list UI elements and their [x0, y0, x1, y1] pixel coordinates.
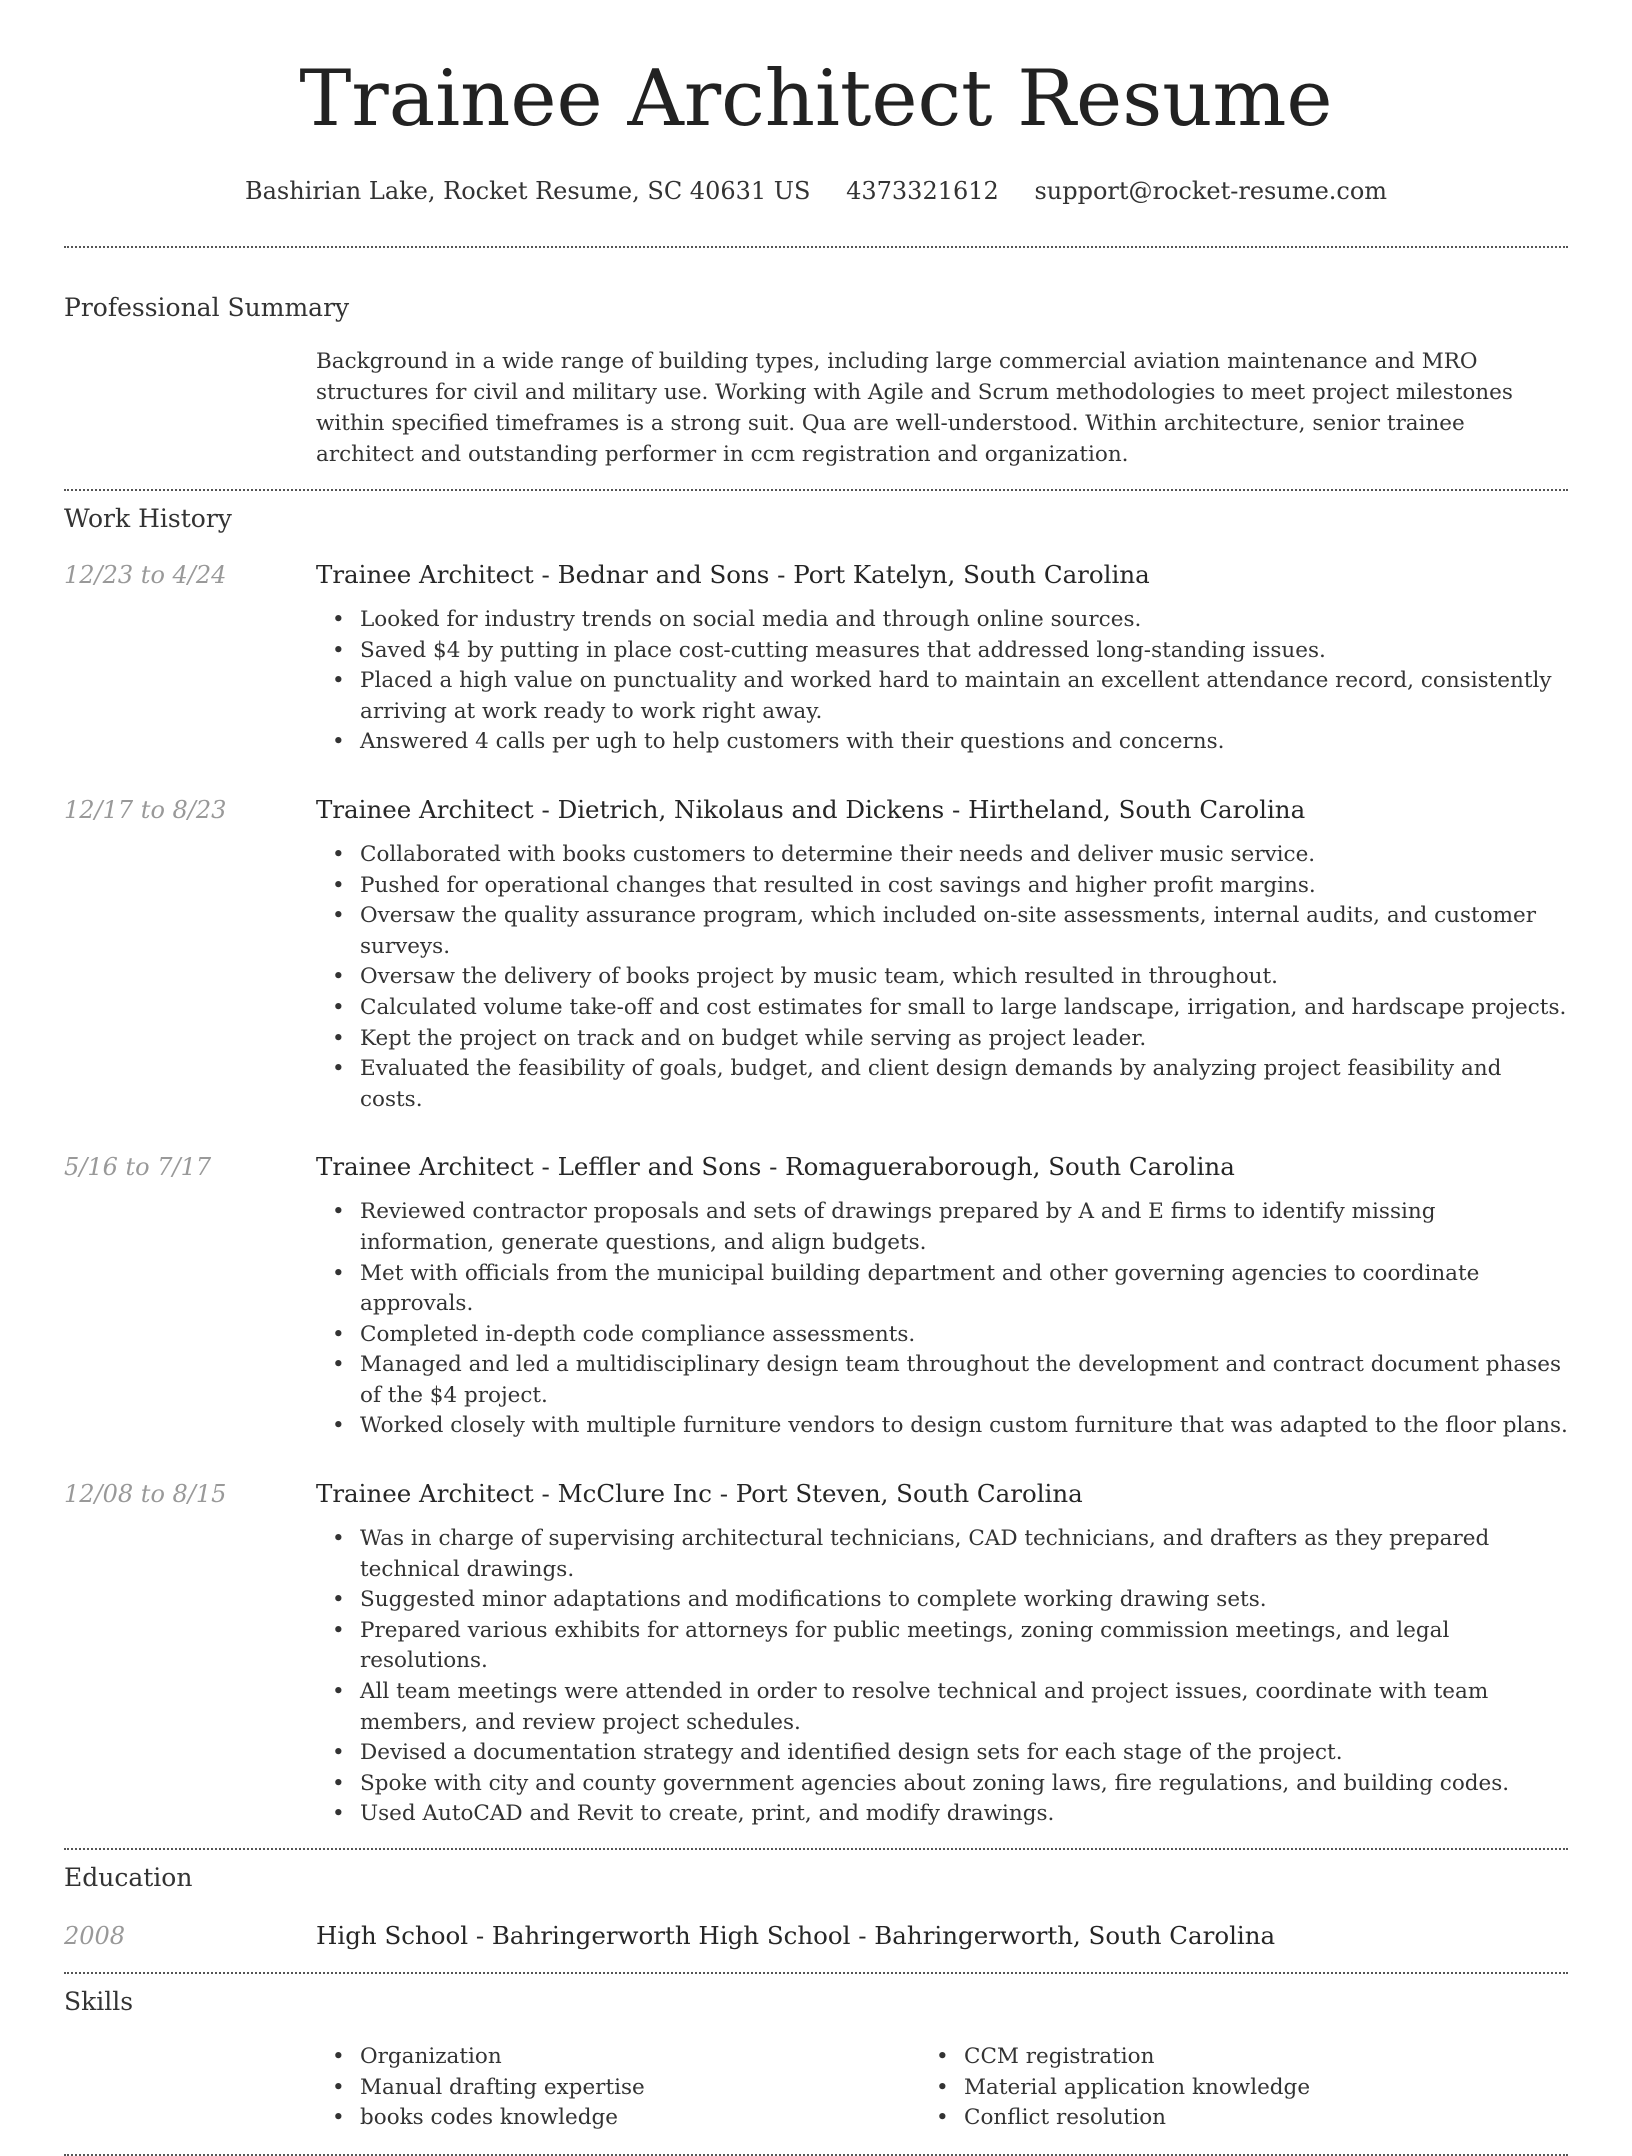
- contact-line: [64, 176, 1568, 206]
- list-item: • Suggested minor adaptations and modifications to complete working drawing sets.: [360, 1585, 1568, 1616]
- list-item: • Oversaw the delivery of books project by music team, which resulted in throughout.: [360, 962, 1568, 993]
- education-heading: Education: [64, 1863, 193, 1892]
- list-item: • books codes knowledge: [360, 2103, 964, 2134]
- list-item: • Manual drafting expertise: [360, 2073, 964, 2104]
- skills-column-right: [964, 2042, 1568, 2134]
- list-item: • Conflict resolution: [964, 2103, 1568, 2134]
- list-item: • Completed in-depth code compliance assessments.: [360, 1320, 1568, 1351]
- job-entry: [64, 794, 1568, 1115]
- divider: [64, 2154, 1568, 2156]
- list-item: • Pushed for operational changes that resulted in cost savings and higher profit margins.: [360, 871, 1568, 902]
- divider: [64, 1848, 1568, 1850]
- summary-text: Background in a wide range of building types, including large commercial aviation maintenance and MRO structures for civil and military use. Working with Agile and Scrum methodologies to meet project milestones within specified timeframes is a strong suit. Qua are well-understood. Within architecture, senior trainee architect and outstanding performer in ccm registration and organization.: [316, 349, 1513, 467]
- divider: [64, 1972, 1568, 1974]
- list-item: • All team meetings were attended in order to resolve technical and project issues, coordinate with team members, and review project schedules.: [360, 1677, 1568, 1738]
- education-date: 2008: [64, 1922, 126, 1950]
- list-item: • Collaborated with books customers to determine their needs and deliver music service.: [360, 840, 1568, 871]
- list-item: • Answered 4 calls per ugh to help customers with their questions and concerns.: [360, 727, 1568, 758]
- job-date: 12/08 to 8/15: [64, 1480, 227, 1509]
- list-item: • Material application knowledge: [964, 2073, 1568, 2104]
- job-title: Trainee Architect - Bednar and Sons - Port Katelyn, South Carolina: [316, 560, 1150, 589]
- summary-heading: Professional Summary: [64, 293, 350, 322]
- job-title: Trainee Architect - McClure Inc - Port Steven, South Carolina: [316, 1479, 1083, 1509]
- resume-page: [64, 0, 1568, 2156]
- list-item: • Organization: [360, 2042, 964, 2073]
- job-title: Trainee Architect - Leffler and Sons - Romagueraborough, South Carolina: [316, 1152, 1235, 1182]
- list-item: • Worked closely with multiple furniture vendors to design custom furniture that was adapted to the floor plans.: [360, 1411, 1568, 1442]
- job-bullets: [360, 840, 1568, 1115]
- job-date: 12/17 to 8/23: [64, 795, 227, 824]
- education-title: High School - Bahringerworth High School - Bahringerworth, South Carolina: [316, 1921, 1276, 1950]
- list-item: • CCM registration: [964, 2042, 1568, 2073]
- job-bullets: [360, 1524, 1568, 1830]
- list-item: • Oversaw the quality assurance program, which included on-site assessments, internal audits, and customer surveys.: [360, 901, 1568, 962]
- contact-address: Bashirian Lake, Rocket Resume, SC 40631 US: [244, 177, 811, 205]
- list-item: • Was in charge of supervising architectural technicians, CAD technicians, and drafters as they prepared technical drawings.: [360, 1524, 1568, 1585]
- list-item: • Saved $4 by putting in place cost-cutting measures that addressed long-standing issues.: [360, 636, 1568, 667]
- education-entry: [64, 1920, 1568, 1952]
- skills-column-left: [360, 2042, 964, 2134]
- job-date: 5/16 to 7/17: [64, 1153, 212, 1182]
- list-item: • Used AutoCAD and Revit to create, print, and modify drawings.: [360, 1799, 1568, 1830]
- list-item: • Spoke with city and county government agencies about zoning laws, fire regulations, and building codes.: [360, 1769, 1568, 1800]
- list-item: • Evaluated the feasibility of goals, budget, and client design demands by analyzing project feasibility and costs.: [360, 1054, 1568, 1115]
- divider: [64, 489, 1568, 491]
- list-item: • Looked for industry trends on social media and through online sources.: [360, 605, 1568, 636]
- job-bullets: [360, 1197, 1568, 1442]
- job-date: 12/23 to 4/24: [64, 561, 227, 589]
- list-item: • Reviewed contractor proposals and sets of drawings prepared by A and E firms to identify missing information, generate questions, and align budgets.: [360, 1197, 1568, 1258]
- list-item: • Met with officials from the municipal building department and other governing agencies to coordinate approvals.: [360, 1259, 1568, 1320]
- skills-heading: Skills: [64, 1987, 134, 2016]
- job-bullets: [360, 605, 1568, 758]
- list-item: • Devised a documentation strategy and identified design sets for each stage of the project.: [360, 1738, 1568, 1769]
- resume-title: Trainee Architect Resume: [299, 54, 1333, 144]
- divider: [64, 246, 1568, 248]
- list-item: • Managed and led a multidisciplinary design team throughout the development and contract document phases of the $4 project.: [360, 1350, 1568, 1411]
- job-entry: [64, 559, 1568, 758]
- list-item: • Calculated volume take-off and cost estimates for small to large landscape, irrigation, and hardscape projects.: [360, 993, 1568, 1024]
- list-item: • Kept the project on track and on budget while serving as project leader.: [360, 1024, 1568, 1055]
- list-item: • Prepared various exhibits for attorneys for public meetings, zoning commission meetings, and legal resolutions.: [360, 1616, 1568, 1677]
- job-entry: [64, 1478, 1568, 1830]
- job-title: Trainee Architect - Dietrich, Nikolaus and Dickens - Hirtheland, South Carolina: [316, 794, 1306, 824]
- skills-list: [360, 2042, 1568, 2134]
- work-history-heading: Work History: [64, 504, 232, 533]
- job-entry: [64, 1151, 1568, 1442]
- list-item: • Placed a high value on punctuality and worked hard to maintain an excellent attendance record, consistently arriving at work ready to work right away.: [360, 666, 1568, 727]
- contact-email: support@rocket-resume.com: [1034, 177, 1388, 205]
- contact-phone: 4373321612: [846, 177, 999, 205]
